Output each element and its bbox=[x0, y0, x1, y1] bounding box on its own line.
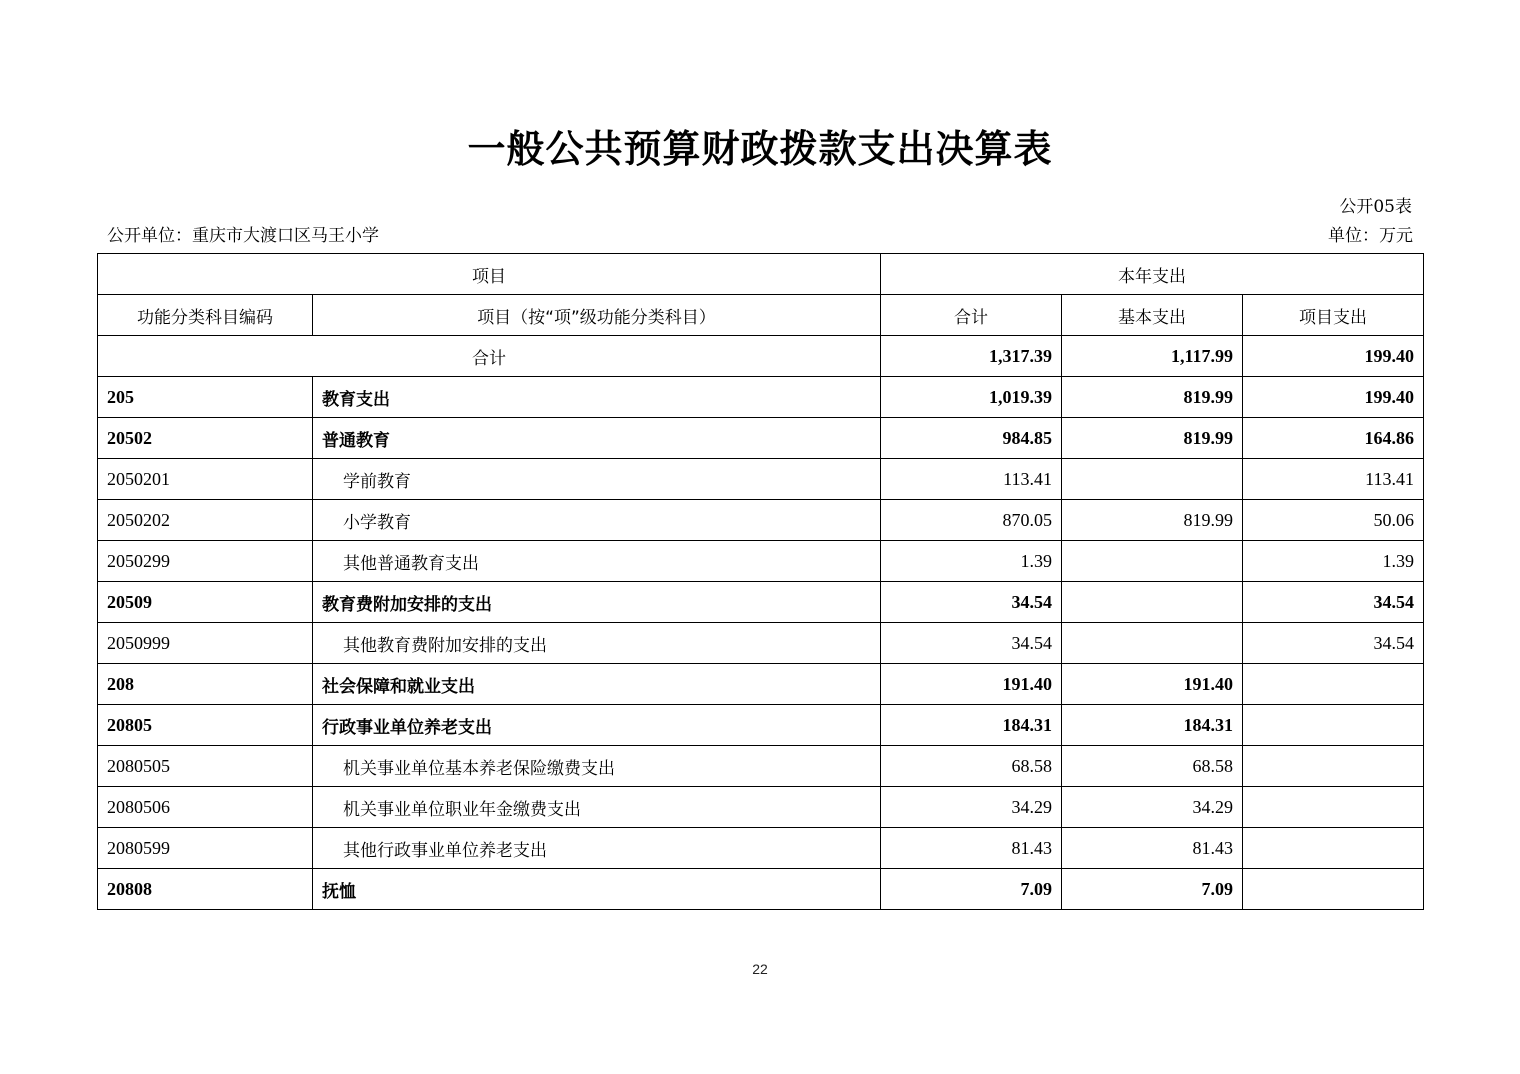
header-basic: 基本支出 bbox=[1062, 295, 1243, 336]
row-total: 81.43 bbox=[881, 828, 1062, 869]
form-number: 公开05表 bbox=[1339, 197, 1412, 217]
row-total: 34.29 bbox=[881, 787, 1062, 828]
table-row bbox=[98, 541, 1424, 582]
row-project bbox=[1243, 787, 1424, 828]
table-row bbox=[98, 500, 1424, 541]
row-name: 机关事业单位职业年金缴费支出 bbox=[313, 787, 881, 828]
row-code: 208 bbox=[98, 664, 313, 705]
row-code: 20808 bbox=[98, 869, 313, 910]
total-project: 199.40 bbox=[1243, 336, 1424, 377]
row-code: 2080506 bbox=[98, 787, 313, 828]
row-code: 2050299 bbox=[98, 541, 313, 582]
row-basic: 81.43 bbox=[1062, 828, 1243, 869]
total-row bbox=[98, 336, 1424, 377]
table-body bbox=[98, 336, 1424, 910]
row-name: 抚恤 bbox=[313, 869, 881, 910]
row-basic bbox=[1062, 582, 1243, 623]
row-project: 1.39 bbox=[1243, 541, 1424, 582]
header-code: 功能分类科目编码 bbox=[98, 295, 313, 336]
table-row bbox=[98, 746, 1424, 787]
row-project: 50.06 bbox=[1243, 500, 1424, 541]
row-total: 1.39 bbox=[881, 541, 1062, 582]
header-column-row bbox=[98, 295, 1424, 336]
row-basic bbox=[1062, 623, 1243, 664]
row-basic: 68.58 bbox=[1062, 746, 1243, 787]
row-name: 机关事业单位基本养老保险缴费支出 bbox=[313, 746, 881, 787]
table-row bbox=[98, 705, 1424, 746]
row-project bbox=[1243, 705, 1424, 746]
row-project bbox=[1243, 828, 1424, 869]
table-row bbox=[98, 869, 1424, 910]
header-total: 合计 bbox=[881, 295, 1062, 336]
row-total: 984.85 bbox=[881, 418, 1062, 459]
row-name: 教育费附加安排的支出 bbox=[313, 582, 881, 623]
table-row bbox=[98, 828, 1424, 869]
row-name: 小学教育 bbox=[313, 500, 881, 541]
page-number: 22 bbox=[752, 961, 768, 977]
table-row bbox=[98, 418, 1424, 459]
table-row bbox=[98, 377, 1424, 418]
row-basic: 819.99 bbox=[1062, 418, 1243, 459]
row-code: 2050202 bbox=[98, 500, 313, 541]
row-name: 学前教育 bbox=[313, 459, 881, 500]
row-name: 行政事业单位养老支出 bbox=[313, 705, 881, 746]
unit-label: 单位：万元 bbox=[1328, 226, 1413, 246]
row-basic bbox=[1062, 459, 1243, 500]
row-basic: 191.40 bbox=[1062, 664, 1243, 705]
row-basic bbox=[1062, 541, 1243, 582]
table-row bbox=[98, 787, 1424, 828]
table-row bbox=[98, 582, 1424, 623]
total-basic: 1,117.99 bbox=[1062, 336, 1243, 377]
page-title: 一般公共预算财政拨款支出决算表 bbox=[467, 127, 1053, 171]
row-total: 1,019.39 bbox=[881, 377, 1062, 418]
row-basic: 34.29 bbox=[1062, 787, 1243, 828]
table-row bbox=[98, 459, 1424, 500]
total-total: 1,317.39 bbox=[881, 336, 1062, 377]
row-basic: 819.99 bbox=[1062, 500, 1243, 541]
row-name: 普通教育 bbox=[313, 418, 881, 459]
row-project bbox=[1243, 869, 1424, 910]
header-project: 项目支出 bbox=[1243, 295, 1424, 336]
header-item-group: 项目 bbox=[98, 254, 881, 295]
row-total: 113.41 bbox=[881, 459, 1062, 500]
row-total: 34.54 bbox=[881, 582, 1062, 623]
row-project: 199.40 bbox=[1243, 377, 1424, 418]
row-name: 教育支出 bbox=[313, 377, 881, 418]
row-code: 20502 bbox=[98, 418, 313, 459]
row-total: 191.40 bbox=[881, 664, 1062, 705]
row-project bbox=[1243, 664, 1424, 705]
row-code: 2050201 bbox=[98, 459, 313, 500]
row-basic: 7.09 bbox=[1062, 869, 1243, 910]
row-total: 34.54 bbox=[881, 623, 1062, 664]
organization-label: 公开单位：重庆市大渡口区马王小学 bbox=[107, 226, 379, 246]
row-total: 7.09 bbox=[881, 869, 1062, 910]
total-label: 合计 bbox=[98, 336, 881, 377]
row-code: 2080505 bbox=[98, 746, 313, 787]
row-code: 20805 bbox=[98, 705, 313, 746]
row-code: 205 bbox=[98, 377, 313, 418]
row-name: 其他教育费附加安排的支出 bbox=[313, 623, 881, 664]
header-group-row bbox=[98, 254, 1424, 295]
row-name: 社会保障和就业支出 bbox=[313, 664, 881, 705]
row-project: 164.86 bbox=[1243, 418, 1424, 459]
row-basic: 819.99 bbox=[1062, 377, 1243, 418]
header-info-row bbox=[107, 221, 1413, 245]
table-row bbox=[98, 623, 1424, 664]
table-row bbox=[98, 664, 1424, 705]
row-project: 34.54 bbox=[1243, 582, 1424, 623]
row-total: 68.58 bbox=[881, 746, 1062, 787]
budget-table bbox=[97, 253, 1424, 910]
row-code: 2050999 bbox=[98, 623, 313, 664]
row-total: 184.31 bbox=[881, 705, 1062, 746]
row-basic: 184.31 bbox=[1062, 705, 1243, 746]
row-name: 其他普通教育支出 bbox=[313, 541, 881, 582]
row-project: 34.54 bbox=[1243, 623, 1424, 664]
header-name: 项目（按“项”级功能分类科目） bbox=[313, 295, 881, 336]
row-code: 20509 bbox=[98, 582, 313, 623]
row-project: 113.41 bbox=[1243, 459, 1424, 500]
row-name: 其他行政事业单位养老支出 bbox=[313, 828, 881, 869]
row-project bbox=[1243, 746, 1424, 787]
row-total: 870.05 bbox=[881, 500, 1062, 541]
row-code: 2080599 bbox=[98, 828, 313, 869]
header-current-year-group: 本年支出 bbox=[881, 254, 1424, 295]
